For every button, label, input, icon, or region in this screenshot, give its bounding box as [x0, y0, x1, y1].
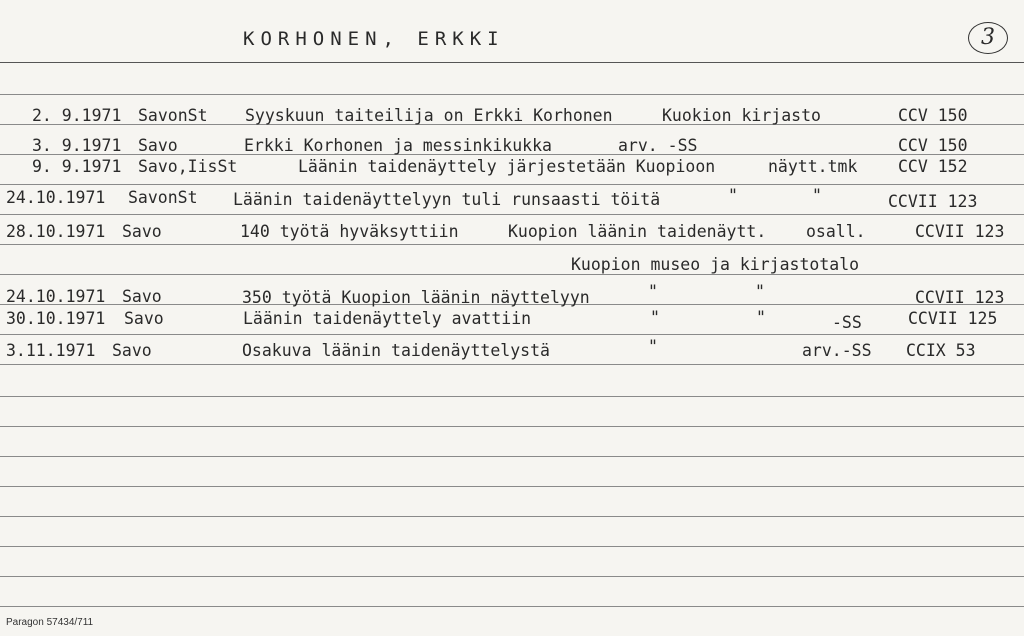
rule-line	[0, 214, 1024, 215]
rule-line	[0, 456, 1024, 457]
entry-headline: Syyskuun taiteilija on Erkki Korhonen	[245, 106, 613, 125]
entry-note2: "	[755, 282, 765, 301]
rule-line	[0, 396, 1024, 397]
entry-headline: 140 työtä hyväksyttiin	[240, 222, 459, 241]
entry-ref: CCVII 123	[888, 192, 978, 211]
entry-note2: arv.-SS	[802, 341, 872, 360]
rule-line	[0, 364, 1024, 365]
entry-headline: Osakuva läänin taidenäyttelystä	[242, 341, 550, 360]
rule-line	[0, 62, 1024, 63]
entry-source: Savo	[124, 309, 164, 328]
rule-line	[0, 486, 1024, 487]
card-title: KORHONEN, ERKKI	[243, 28, 505, 50]
entry-note: Kuopion läänin taidenäytt.	[508, 222, 767, 241]
entry-source: Savo	[122, 222, 162, 241]
rule-line	[0, 334, 1024, 335]
rule-line	[0, 184, 1024, 185]
entry-source: Savo	[112, 341, 152, 360]
entry-ref: CCVII 123	[915, 288, 1005, 307]
entry-note: "	[650, 308, 660, 327]
rule-line	[0, 546, 1024, 547]
entry-ref: CCV 152	[898, 157, 968, 176]
entry-date: 24.10.1971	[6, 188, 106, 207]
entry-date: 30.10.1971	[6, 309, 106, 328]
entry-ref: CCV 150	[898, 136, 968, 155]
entry-note2: osall.	[806, 222, 866, 241]
rule-line	[0, 244, 1024, 245]
entry-source: Savo	[122, 287, 162, 306]
entry-ref: CCIX 53	[906, 341, 976, 360]
entry-note: Kuopion museo ja kirjastotalo	[571, 255, 860, 274]
entry-note: "	[648, 282, 658, 301]
entry-source: Savo,IisSt	[138, 157, 238, 176]
rule-line	[0, 576, 1024, 577]
entry-note: "	[728, 186, 738, 205]
rule-line	[0, 94, 1024, 95]
entry-source: SavonSt	[138, 106, 208, 125]
card-maker-label: Paragon 57434/711	[6, 617, 94, 628]
entry-date: 28.10.1971	[6, 222, 106, 241]
rule-line	[0, 606, 1024, 607]
entry-note: "	[648, 337, 658, 356]
entry-note2: "	[756, 308, 766, 327]
entry-note: näytt.tmk	[768, 157, 858, 176]
entry-headline: 350 työtä Kuopion läänin näyttelyyn	[242, 288, 590, 307]
entry-headline: Erkki Korhonen ja messinkikukka	[244, 136, 552, 155]
entry-note: Kuokion kirjasto	[662, 106, 821, 125]
entry-headline: Läänin taidenäyttely järjestetään Kuopioon	[298, 157, 716, 176]
entry-note2: "	[812, 186, 822, 205]
entry-note: arv. -SS	[618, 136, 698, 155]
entry-source: SavonSt	[128, 188, 198, 207]
entry-headline: Läänin taidenäyttely avattiin	[243, 309, 532, 328]
entry-date: 9. 9.1971	[32, 157, 122, 176]
entry-headline: Läänin taidenäyttelyyn tuli runsaasti töitä	[233, 190, 661, 209]
rule-line	[0, 516, 1024, 517]
entry-source: Savo	[138, 136, 178, 155]
card-number: 3	[968, 22, 1008, 54]
entry-date: 2. 9.1971	[32, 106, 122, 125]
entry-date: 24.10.1971	[6, 287, 106, 306]
entry-ref: CCVII 123	[915, 222, 1005, 241]
rule-line	[0, 426, 1024, 427]
entry-note3: -SS	[832, 313, 862, 332]
entry-date: 3. 9.1971	[32, 136, 122, 155]
entry-ref: CCV 150	[898, 106, 968, 125]
entry-ref: CCVII 125	[908, 309, 998, 328]
rule-line	[0, 274, 1024, 275]
entry-date: 3.11.1971	[6, 341, 96, 360]
